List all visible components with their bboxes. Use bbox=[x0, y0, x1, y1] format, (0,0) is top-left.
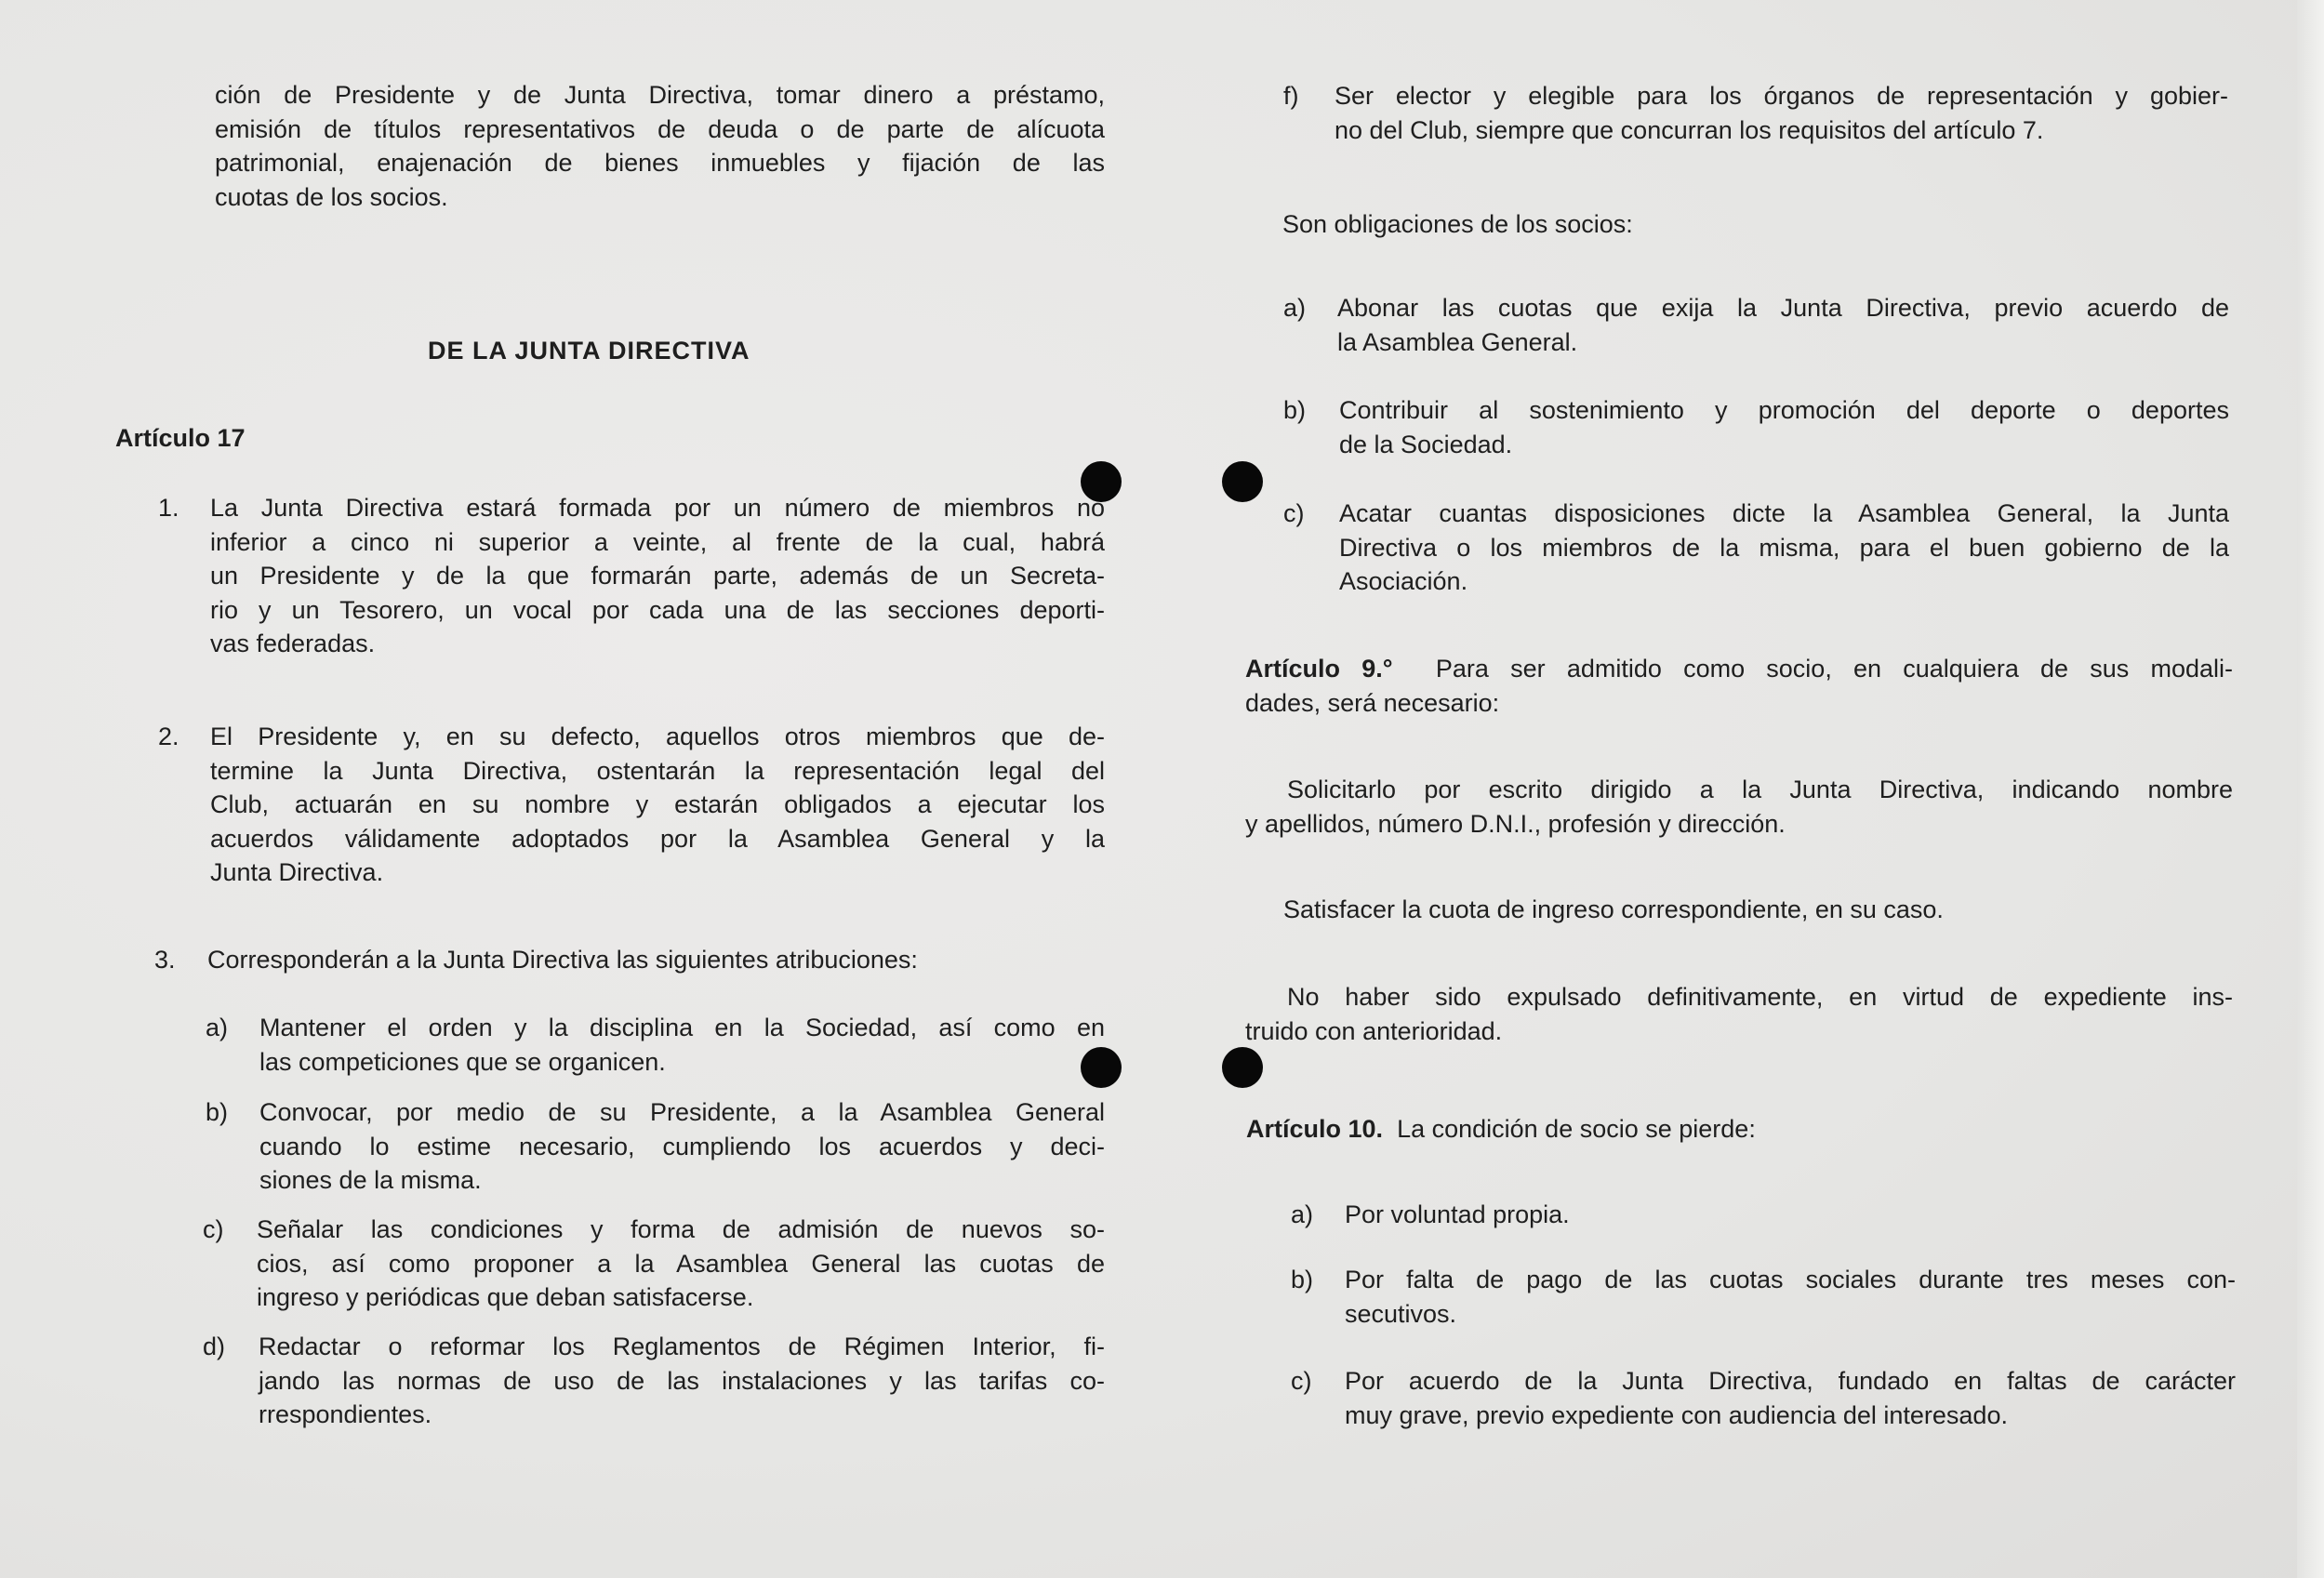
attribution-a bbox=[259, 1011, 1105, 1079]
article-17-title: Artículo 17 bbox=[115, 424, 246, 452]
text-line: ingreso y periódicas que deban satisfacerse. bbox=[257, 1283, 754, 1311]
text-line: siones de la misma. bbox=[259, 1166, 482, 1194]
requirement-2: Satisfacer la cuota de ingreso correspondiente, en su caso. bbox=[1283, 895, 1944, 923]
page-edge bbox=[2297, 0, 2324, 1578]
text-line: vas federadas. bbox=[210, 630, 376, 657]
loss-b bbox=[1345, 1263, 2236, 1331]
text-line: Solicitarlo por escrito dirigido a la Junta Directiva, indicando nombre bbox=[1287, 776, 2233, 803]
sub-label: f) bbox=[1283, 82, 1299, 110]
item-number: 1. bbox=[158, 494, 179, 522]
text-line: rrespondientes. bbox=[259, 1400, 432, 1428]
item-number: 2. bbox=[158, 723, 179, 750]
attribution-d bbox=[259, 1330, 1105, 1432]
article-10-title: Artículo 10. bbox=[1246, 1115, 1384, 1143]
article-10 bbox=[1246, 1112, 1756, 1147]
article-10-text: La condición de socio se pierde: bbox=[1397, 1115, 1756, 1143]
attribution-c bbox=[257, 1213, 1105, 1315]
obligation-b bbox=[1339, 393, 2229, 461]
intro-paragraph bbox=[215, 78, 1105, 214]
article-9-text: dades, será necesario: bbox=[1245, 688, 1500, 717]
article-17-item-2 bbox=[210, 720, 1105, 890]
sub-label: d) bbox=[203, 1333, 226, 1360]
text-line: Acatar cuantas disposiciones dicte la Asamblea General, la Junta bbox=[1339, 499, 2229, 527]
loss-a bbox=[1345, 1198, 2236, 1232]
sub-label: a) bbox=[1291, 1200, 1314, 1228]
loss-c bbox=[1345, 1364, 2236, 1432]
text-line: Abonar las cuotas que exija la Junta Directiva, previo acuerdo de bbox=[1337, 294, 2229, 322]
text-line: Club, actuarán en su nombre y estarán obligados a ejecutar los bbox=[210, 790, 1105, 818]
requirement-3 bbox=[1245, 980, 2233, 1048]
punch-hole bbox=[1222, 461, 1263, 502]
article-9-title: Artículo 9.° bbox=[1245, 655, 1393, 683]
sub-label: c) bbox=[1291, 1367, 1312, 1395]
text-line: La Junta Directiva estará formada por un número de miembros no bbox=[210, 494, 1105, 522]
article-9-text: Para ser admitido como socio, en cualquiera de sus modali- bbox=[1435, 655, 2233, 683]
item-number: 3. bbox=[154, 946, 176, 974]
text-line: secutivos. bbox=[1345, 1299, 1457, 1328]
text-line: la Asamblea General. bbox=[1337, 327, 1578, 356]
sub-label: c) bbox=[203, 1215, 224, 1243]
text-line: no del Club, siempre que concurran los requisitos del artículo 7. bbox=[1335, 115, 2044, 144]
text-line: Contribuir al sostenimiento y promoción del deporte o deportes bbox=[1339, 396, 2229, 424]
text-line: de la Sociedad. bbox=[1339, 430, 1513, 458]
text-line: inferior a cinco ni superior a veinte, al frente de la cual, habrá bbox=[210, 527, 1105, 556]
punch-hole bbox=[1222, 1047, 1263, 1088]
obligation-a bbox=[1337, 291, 2229, 359]
text-line: las competiciones que se organicen. bbox=[259, 1047, 666, 1076]
text-line: cuotas de los socios. bbox=[215, 182, 448, 211]
sub-label: b) bbox=[1291, 1266, 1314, 1293]
text-line: Mantener el orden y la disciplina en la Sociedad, así como en bbox=[259, 1014, 1105, 1041]
sub-label: b) bbox=[1283, 396, 1307, 424]
text-line: El Presidente y, en su defecto, aquellos otros miembros que de- bbox=[210, 723, 1105, 750]
text-line: emisión de títulos representativos de deuda o de parte de alícuota bbox=[215, 114, 1105, 143]
text-line: Asociación. bbox=[1339, 567, 1468, 595]
right-f bbox=[1335, 79, 2228, 147]
text-line: ción de Presidente y de Junta Directiva, tomar dinero a préstamo, bbox=[215, 81, 1105, 109]
obligations-intro: Son obligaciones de los socios: bbox=[1282, 210, 1633, 238]
attribution-b bbox=[259, 1095, 1105, 1198]
text-line: patrimonial, enajenación de bienes inmuebles y fijación de las bbox=[215, 149, 1105, 177]
text-line: acuerdos válidamente adoptados por la Asamblea General y la bbox=[210, 824, 1105, 853]
text-line: cuando lo estime necesario, cumpliendo los acuerdos y deci- bbox=[259, 1132, 1105, 1160]
text-line: Por acuerdo de la Junta Directiva, fundado en faltas de carácter bbox=[1345, 1367, 2236, 1395]
text-line: Redactar o reformar los Reglamentos de Régimen Interior, fi- bbox=[259, 1333, 1105, 1360]
article-17-item-3 bbox=[207, 943, 1105, 977]
text-line: termine la Junta Directiva, ostentarán la representación legal del bbox=[210, 756, 1105, 785]
text-line: Por falta de pago de las cuotas sociales durante tres meses con- bbox=[1345, 1266, 2236, 1293]
sub-label: b) bbox=[206, 1098, 229, 1126]
sub-label: c) bbox=[1283, 499, 1305, 527]
sub-label: a) bbox=[1283, 294, 1307, 322]
text-line: Directiva o los miembros de la misma, para el buen gobierno de la bbox=[1339, 533, 2229, 562]
requirement-1 bbox=[1245, 773, 2233, 841]
obligation-c bbox=[1339, 497, 2229, 599]
text-line: rio y un Tesorero, un vocal por cada una de las secciones deporti- bbox=[210, 595, 1105, 624]
text-line: y apellidos, número D.N.I., profesión y dirección. bbox=[1245, 809, 1786, 838]
text-line: Ser elector y elegible para los órganos de representación y gobier- bbox=[1335, 82, 2228, 110]
text-line: No haber sido expulsado definitivamente, en virtud de expediente ins- bbox=[1287, 983, 2233, 1011]
sub-label: a) bbox=[206, 1014, 229, 1041]
text-line: un Presidente y de la que formarán parte, además de un Secreta- bbox=[210, 562, 1105, 590]
text-line: truido con anterioridad. bbox=[1245, 1016, 1503, 1045]
text-line: Por voluntad propia. bbox=[1345, 1200, 1570, 1228]
text-line: Junta Directiva. bbox=[210, 858, 384, 886]
article-17-item-1 bbox=[210, 491, 1105, 661]
section-heading: DE LA JUNTA DIRECTIVA bbox=[428, 337, 750, 365]
text-line: Convocar, por medio de su Presidente, a la Asamblea General bbox=[259, 1098, 1105, 1126]
text-line: muy grave, previo expediente con audiencia del interesado. bbox=[1345, 1400, 2008, 1429]
article-9 bbox=[1245, 652, 2233, 720]
text-line: Corresponderán a la Junta Directiva las siguientes atribuciones: bbox=[207, 946, 918, 974]
text-line: Señalar las condiciones y forma de admisión de nuevos so- bbox=[257, 1215, 1105, 1243]
text-line: cios, así como proponer a la Asamblea General las cuotas de bbox=[257, 1249, 1105, 1278]
text-line: jando las normas de uso de las instalaciones y las tarifas co- bbox=[259, 1366, 1105, 1395]
